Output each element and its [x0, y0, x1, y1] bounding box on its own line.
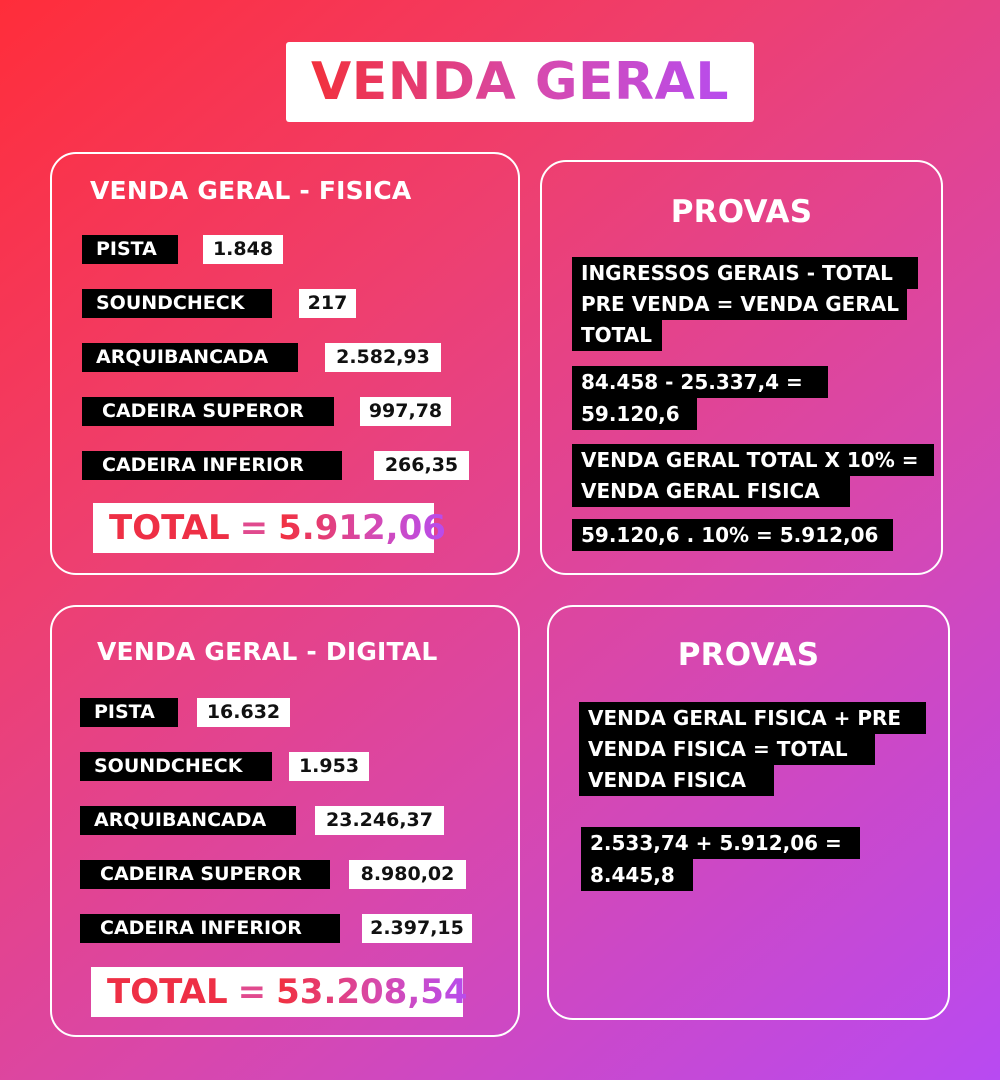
proof-line: 59.120,6: [572, 398, 697, 430]
row-value-cadeira-inferior: 2.397,15: [362, 914, 472, 943]
row-value-arquibancada: 2.582,93: [325, 343, 441, 372]
total-value-fisica: 5.912,06: [278, 508, 446, 548]
proof-line: 84.458 - 25.337,4 =: [572, 366, 828, 398]
proof-line: INGRESSOS GERAIS - TOTAL: [572, 257, 918, 289]
row-value-cadeira-superor: 997,78: [360, 397, 451, 426]
proof-line: 8.445,8: [581, 859, 693, 891]
row-label-pista: PISTA: [80, 698, 178, 727]
proof-line: VENDA FISICA: [579, 764, 774, 796]
panel-venda-digital: [50, 605, 520, 1037]
panel-heading-digital: VENDA GERAL - DIGITAL: [97, 637, 438, 666]
total-label-fisica: TOTAL: [109, 508, 230, 548]
row-label-arquibancada: ARQUIBANCADA: [82, 343, 298, 372]
total-equals-fisica: =: [239, 508, 269, 548]
row-value-soundcheck: 217: [299, 289, 356, 318]
total-box-digital: [91, 967, 468, 1017]
proof-line: VENDA GERAL FISICA + PRE: [579, 702, 926, 734]
total-label-digital: TOTAL: [107, 972, 228, 1012]
total-equals-digital: =: [237, 972, 267, 1012]
panel-provas-fisica: [540, 160, 943, 575]
row-value-cadeira-superor: 8.980,02: [349, 860, 466, 889]
row-value-pista: 16.632: [197, 698, 290, 727]
page-title: VENDA GERAL: [311, 52, 729, 112]
proof-line: VENDA FISICA = TOTAL: [579, 733, 875, 765]
row-value-pista: 1.848: [203, 235, 283, 264]
row-value-soundcheck: 1.953: [289, 752, 369, 781]
panel-venda-fisica: [50, 152, 520, 575]
proof-line: TOTAL: [572, 319, 662, 351]
row-label-arquibancada: ARQUIBANCADA: [80, 806, 296, 835]
panel-provas-digital: [547, 605, 950, 1020]
panel-heading-provas-2: PROVAS: [677, 637, 820, 673]
total-box-fisica: [93, 503, 446, 553]
row-label-pista: PISTA: [82, 235, 178, 264]
total-value-digital: 53.208,54: [276, 972, 468, 1012]
row-value-arquibancada: 23.246,37: [315, 806, 444, 835]
proof-line: VENDA GERAL TOTAL X 10% =: [572, 444, 934, 476]
row-label-soundcheck: SOUNDCHECK: [82, 289, 272, 318]
row-label-cadeira-superor: CADEIRA SUPEROR: [82, 397, 334, 426]
proof-line: 59.120,6 . 10% = 5.912,06: [572, 519, 893, 551]
proof-line: VENDA GERAL FISICA: [572, 475, 850, 507]
panel-heading-fisica: VENDA GERAL - FISICA: [90, 176, 412, 205]
row-value-cadeira-inferior: 266,35: [374, 451, 469, 480]
row-label-cadeira-superor: CADEIRA SUPEROR: [80, 860, 330, 889]
proof-line: 2.533,74 + 5.912,06 =: [581, 827, 860, 859]
row-label-cadeira-inferior: CADEIRA INFERIOR: [82, 451, 342, 480]
panel-heading-provas-1: PROVAS: [670, 194, 813, 230]
page-title-box: [286, 42, 754, 122]
proof-line: PRE VENDA = VENDA GERAL: [572, 288, 907, 320]
row-label-soundcheck: SOUNDCHECK: [80, 752, 272, 781]
row-label-cadeira-inferior: CADEIRA INFERIOR: [80, 914, 340, 943]
